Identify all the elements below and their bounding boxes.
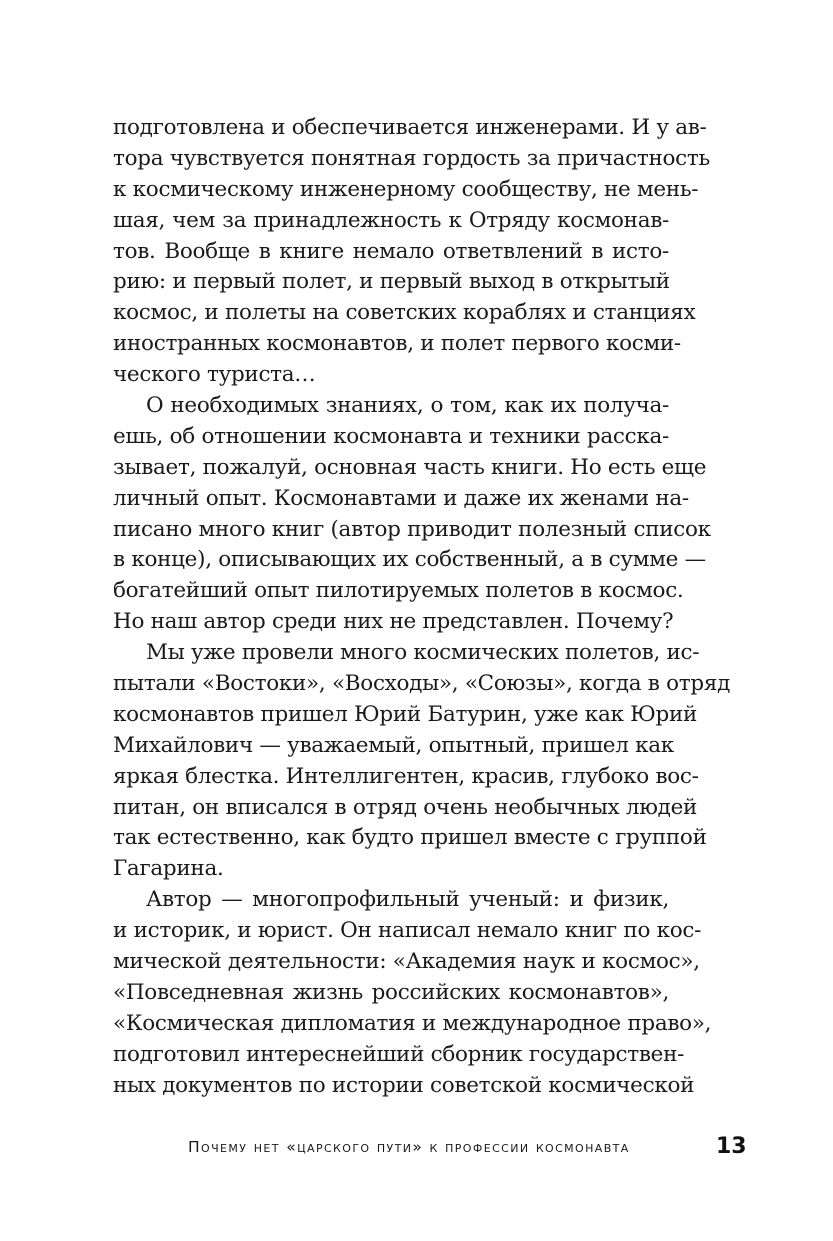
text-line: личный опыт. Космонавтами и даже их женами на- (113, 485, 689, 511)
text-line: ешь, об отношении космонавта и техники расска- (113, 423, 669, 449)
paragraph (113, 113, 710, 391)
text-line: зывает, пожалуй, основная часть книги. Но есть еще (113, 454, 707, 480)
text-line: к космическому инженерному сообществу, не мень- (113, 176, 699, 202)
text-line: яркая блестка. Интеллигентен, красив, глубоко вос- (113, 763, 699, 789)
text-line: мической деятельности: «Академия наук и космос», (113, 949, 700, 975)
text-line: Михайлович — уважаемый, опытный, пришел как (113, 732, 674, 758)
text-line: космос, и полеты на советских кораблях и станциях (113, 300, 696, 326)
text-line: иностранных космонавтов, и полет первого косми- (113, 331, 681, 357)
paragraph (113, 885, 712, 1101)
paragraph (113, 391, 711, 638)
text-line: тора чувствуется понятная гордость за причастность (113, 145, 710, 171)
text-line: в конце), описывающих их собственный, а в сумме — (113, 547, 706, 573)
page-footer (0, 1134, 833, 1168)
text-line: и историк, и юрист. Он написал немало книг по кос- (113, 918, 702, 944)
text-line: богатейший опыт пилотируемых полетов в космос. (113, 578, 684, 604)
paragraph (113, 638, 731, 885)
text-line: подготовлена и обеспечивается инженерами. И у ав- (113, 115, 707, 140)
running-head: Почему нет «царского пути» к профессии космонавта (188, 1138, 630, 1156)
text-line: О необходимых знаниях, о том, как их получа- (146, 393, 669, 419)
text-line: «Повседневная жизнь российских космонавтов», (113, 979, 669, 1005)
text-line: Но наш автор среди них не представлен. Почему? (113, 609, 674, 635)
text-line: шая, чем за принадлежность к Отряду космонав- (113, 207, 669, 233)
text-line: «Космическая дипломатия и международное право», (113, 1010, 712, 1036)
page-number: 13 (716, 1134, 747, 1159)
text-line: тов. Вообще в книге немало ответвлений в исто- (113, 238, 669, 264)
text-line: Гагарина. (113, 856, 224, 882)
text-line: Автор — многопрофильный ученый: и физик, (146, 887, 669, 913)
text-line: космонавтов пришел Юрий Батурин, уже как Юрий (113, 701, 698, 727)
text-line: питан, он вписался в отряд очень необычных людей (113, 794, 698, 820)
text-line: писано много книг (автор приводит полезный список (113, 516, 711, 542)
body-text (113, 113, 731, 1102)
text-line: ных документов по истории советской космической (113, 1072, 695, 1098)
text-line: пытали «Востоки», «Восходы», «Союзы», когда в отряд (113, 671, 731, 697)
text-line: рию: и первый полет, и первый выход в открытый (113, 269, 670, 295)
text-line: подготовил интереснейший сборник государствен- (113, 1041, 685, 1067)
text-line: так естественно, как будто пришел вместе с группой (113, 825, 707, 851)
text-line: ческого туриста… (113, 362, 316, 388)
text-line: Мы уже провели много космических полетов, ис- (146, 640, 700, 666)
